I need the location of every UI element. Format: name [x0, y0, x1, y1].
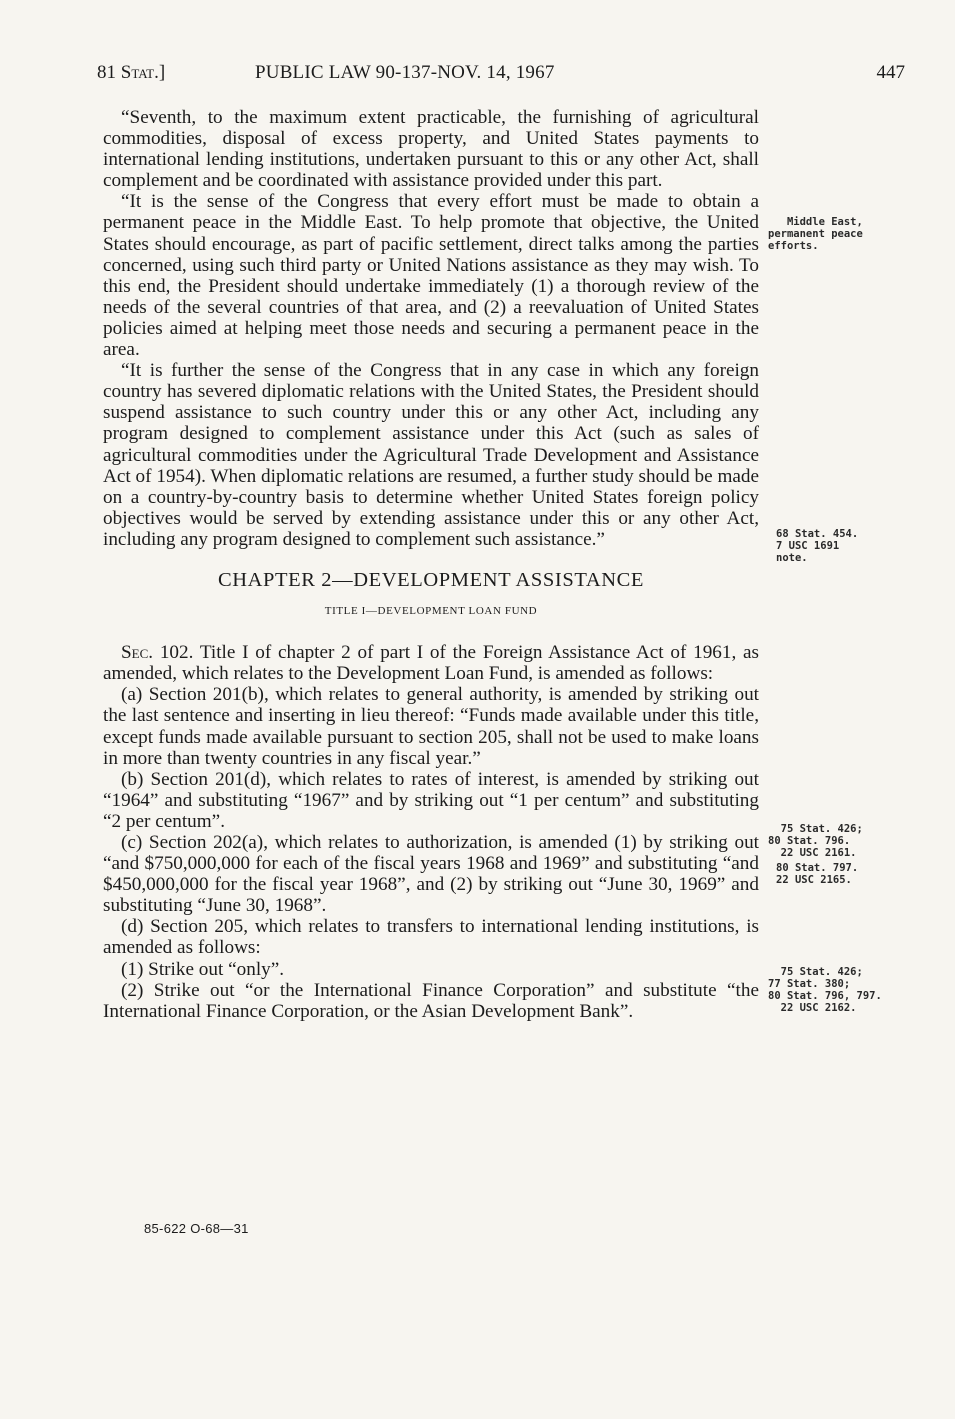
amendment-c: (c) Section 202(a), which relates to authorization, is amended (1) by striking out “and $750,000,000 for each of the fiscal years 1968 and 1969” and substituting “and $450,000,000 for the fiscal year 1968”, and (2) by striking out “June 30, 1969” and substituting “June 30, 1968”. [103, 832, 759, 917]
page-number: 447 [876, 62, 905, 83]
paragraph-seventh: “Seventh, to the maximum extent practicable, the furnishing of agricultural commodities, disposal of excess property, and United States payments to international lending institutions, undertaken pursuant to this or any other Act, shall complement and be coordinated with assistance provided under this part. [103, 107, 759, 192]
amendment-a: (a) Section 201(b), which relates to general authority, is amended by striking out the last sentence and inserting in lieu thereof: “Funds made available under this title, except funds made available pursuant to section 205, shall not be used to make loans in more than twenty countries in any fiscal year.” [103, 684, 759, 769]
section-label: Sec. 102. [121, 642, 194, 664]
amendment-d-1: (1) Strike out “only”. [121, 958, 285, 980]
paragraph-severed-relations: “It is further the sense of the Congress that in any case in which any foreign country has severed diplomatic relations with the United States, the President should suspend assistance to such country under this or any other Act, including any program designed to complement assistance under this Act (such as sales of agricultural commodities under the Agricultural Trade Development and Assistance Act of 1954). When diplomatic relations are resumed, a further study should be made on a country-by-country basis to determine whether United States foreign policy objectives would be served by extending assistance under this or any other Act, including any program designed to complement such assistance.” [103, 360, 759, 550]
running-head [97, 62, 909, 88]
margin-note-201b: 75 Stat. 426; 80 Stat. 796. 22 USC 2161. [768, 823, 863, 859]
amendment-d-2: (2) Strike out “or the International Finance Corporation” and substitute “the International Finance Corporation, or the Asian Development Bank”. [103, 979, 759, 1022]
margin-note-202a: 75 Stat. 426; 77 Stat. 380; 80 Stat. 796, 797. 22 USC 2162. [768, 966, 882, 1014]
chapter-heading: CHAPTER 2—DEVELOPMENT ASSISTANCE [217, 568, 645, 591]
margin-note-68-stat: 68 Stat. 454. 7 USC 1691 note. [776, 528, 859, 564]
amendment-b: (b) Section 201(d), which relates to rates of interest, is amended by striking out “1964” and substituting “1967” and by striking out “1 per centum” and substituting “2 per centum”. [103, 768, 759, 832]
body-text [103, 107, 759, 1022]
paragraph-middle-east: “It is the sense of the Congress that every effort must be made to obtain a permanent peace in the Middle East. To help promote that objective, the United States should encourage, as part of pacific settlement, direct talks among the parties concerned, using such third party or United Nations assistance as they may wish. To this end, the President should undertake immediately (1) a thorough review of the needs of the several countries of that area, and (2) a reevaluation of United States policies aimed at helping meet those needs and securing a permanent peace in the area. [103, 191, 759, 361]
running-head-title: PUBLIC LAW 90-137-NOV. 14, 1967 [255, 62, 555, 83]
amendment-d: (d) Section 205, which relates to transfers to international lending institutions, is amended as follows: [103, 916, 759, 959]
section-102 [103, 642, 759, 684]
margin-note-middle-east: Middle East, permanent peace efforts. [768, 216, 863, 252]
printing-code: 85-622 O-68—31 [144, 1221, 249, 1236]
section-text: Title I of chapter 2 of part I of the Foreign Assistance Act of 1961, as amended, which relates to the Development Loan Fund, is amended as follows: [103, 642, 759, 685]
running-head-citation: 81 Stat.] [97, 62, 166, 83]
title-heading: TITLE I—DEVELOPMENT LOAN FUND [324, 605, 538, 618]
margin-note-205: 80 Stat. 797. 22 USC 2165. [776, 862, 859, 886]
